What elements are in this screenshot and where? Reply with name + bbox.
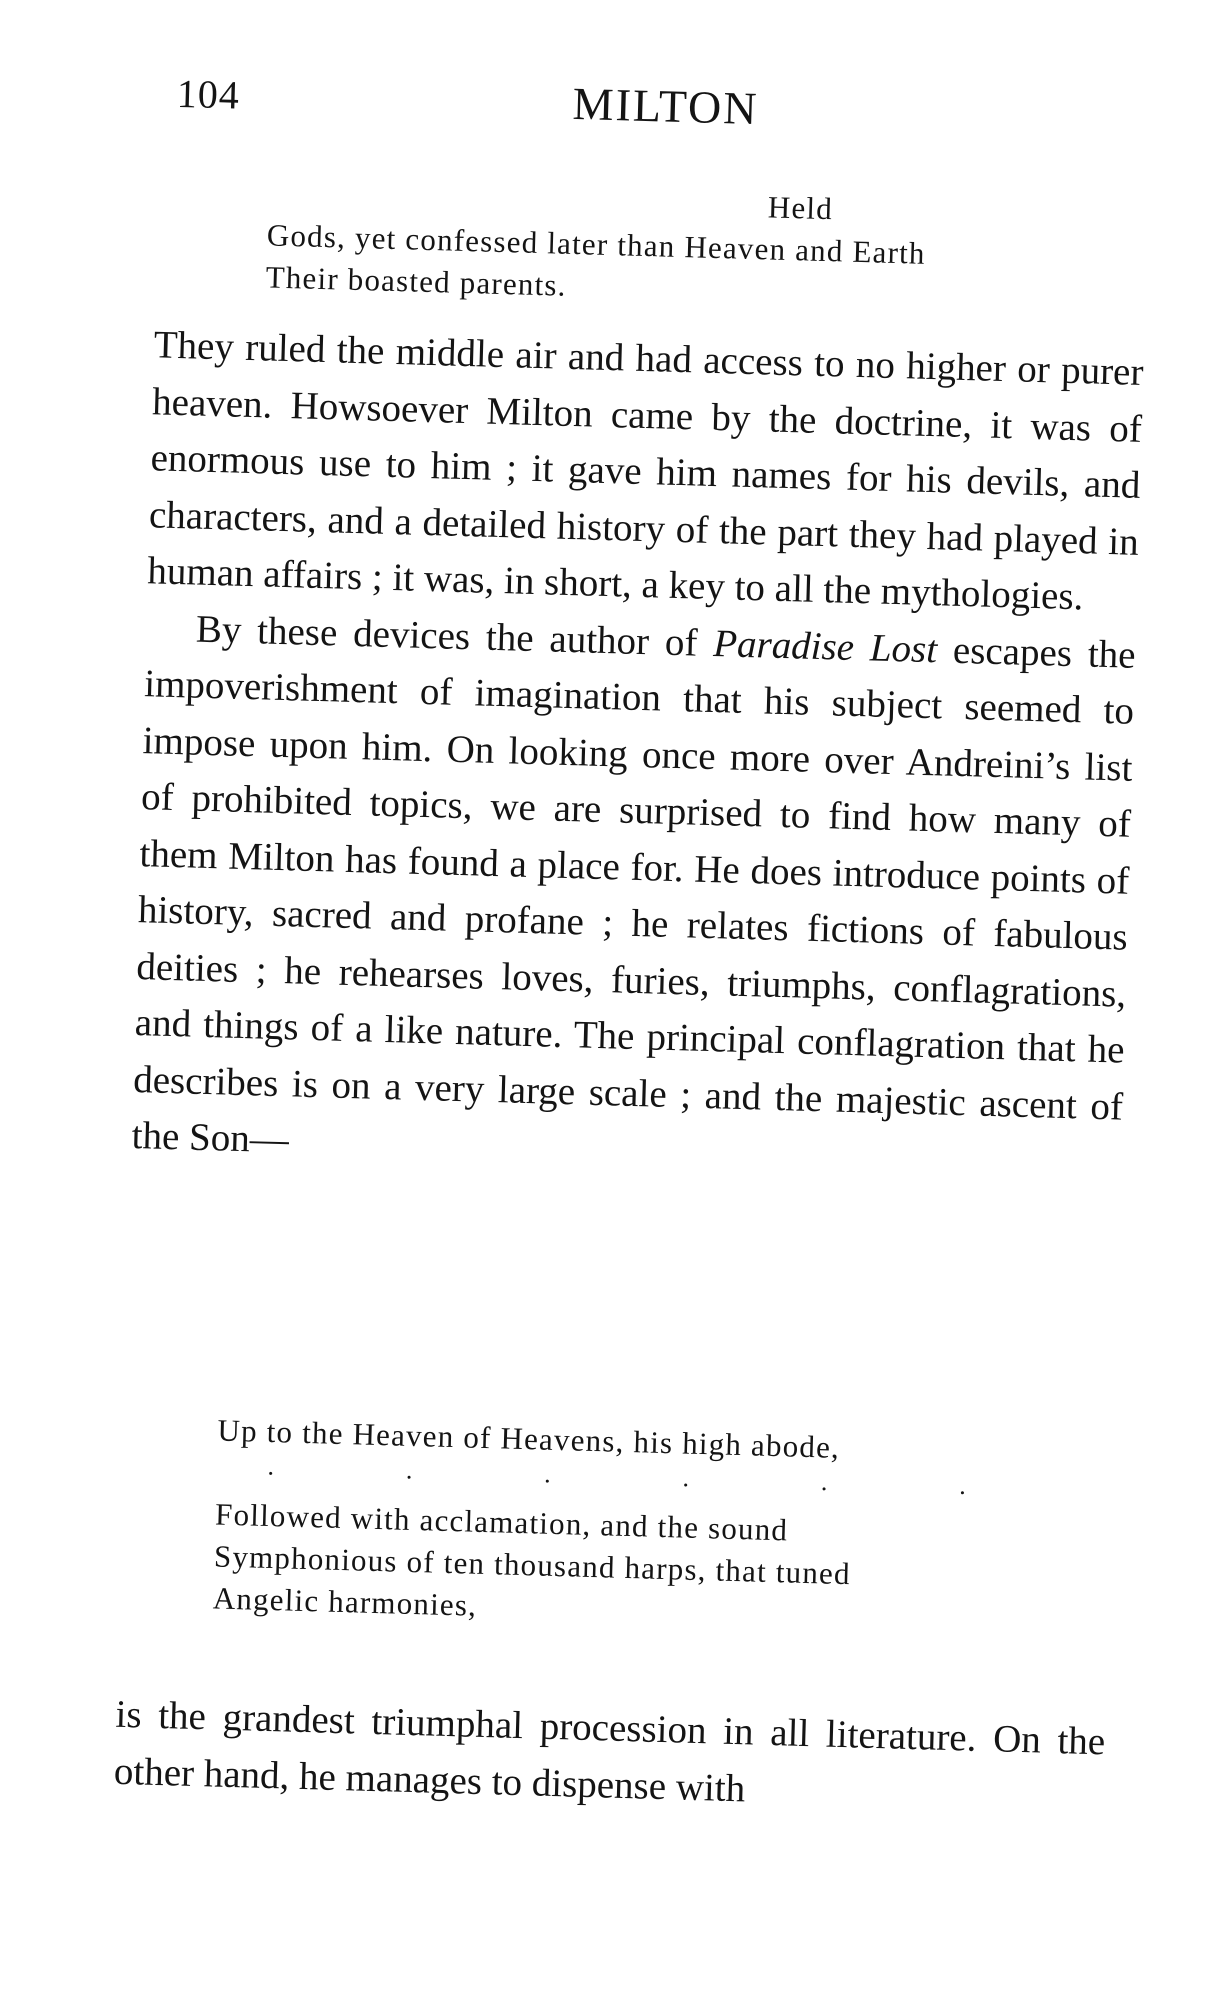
work-title: Paradise Lost: [712, 621, 938, 671]
ellipsis-dot: ·: [957, 1478, 969, 1508]
paragraph: is the grandest triumphal procession in all literature. On the other hand, he manages to dispense with: [113, 1692, 1106, 1810]
verse-line: Their boasted parents.: [265, 259, 568, 303]
verse-line: Followed with acclamation, and the sound: [214, 1496, 789, 1548]
paragraph-rest: escapes the impoverishment of imagination that his subject seemed to impose upon him. On looking once more over Andreini’s list of prohibited topics, we are surprised to find how many of them Milton has found a place for. He does introduce points of history, sacred and profane ; he relates fictions of fabulous deities ; he rehearses loves, furies, triumphs, conflagrations, and things of a like nature. The principal conflagration that he describes is on a very large scale ; and the majestic ascent of the Son—: [131, 627, 1137, 1162]
page-header: [24, 62, 1216, 156]
paragraph-lead: By these devices the author of: [195, 607, 714, 665]
ellipsis-dot: ·: [404, 1462, 415, 1493]
paragraph: They ruled the middle air and had access to no higher or purer heaven. Howsoever Milton came by the doctrine, it was of enormous use to him ; it gave him names for his devils, and characters, and a detailed history of the part they had played in human affairs ; it was, in short, a key to all the mythologies.: [146, 323, 1145, 619]
verse-quote-1: [265, 172, 927, 316]
body-text-1: [131, 317, 1144, 1192]
verse-line: Symphonious of ten thousand harps, that tuned: [213, 1538, 852, 1592]
ellipsis-dot: ·: [680, 1470, 692, 1500]
verse-line: Angelic harmonies,: [212, 1580, 478, 1623]
ellipsis-dot: ·: [819, 1474, 830, 1504]
verse-quote-2: [212, 1410, 968, 1641]
page-number: 104: [176, 70, 241, 118]
verse-line: Gods, yet confessed later than Heaven and Earth: [266, 217, 927, 271]
body-text-2: [113, 1687, 1106, 1828]
paragraph: [131, 600, 1136, 1192]
verse-line: Held: [767, 189, 834, 227]
ellipsis-dot: ·: [542, 1466, 554, 1496]
verse-line: Up to the Heaven of Heavens, his high abode,: [217, 1412, 841, 1465]
running-head: MILTON: [572, 77, 760, 135]
ellipsis-dot: ·: [265, 1458, 277, 1489]
